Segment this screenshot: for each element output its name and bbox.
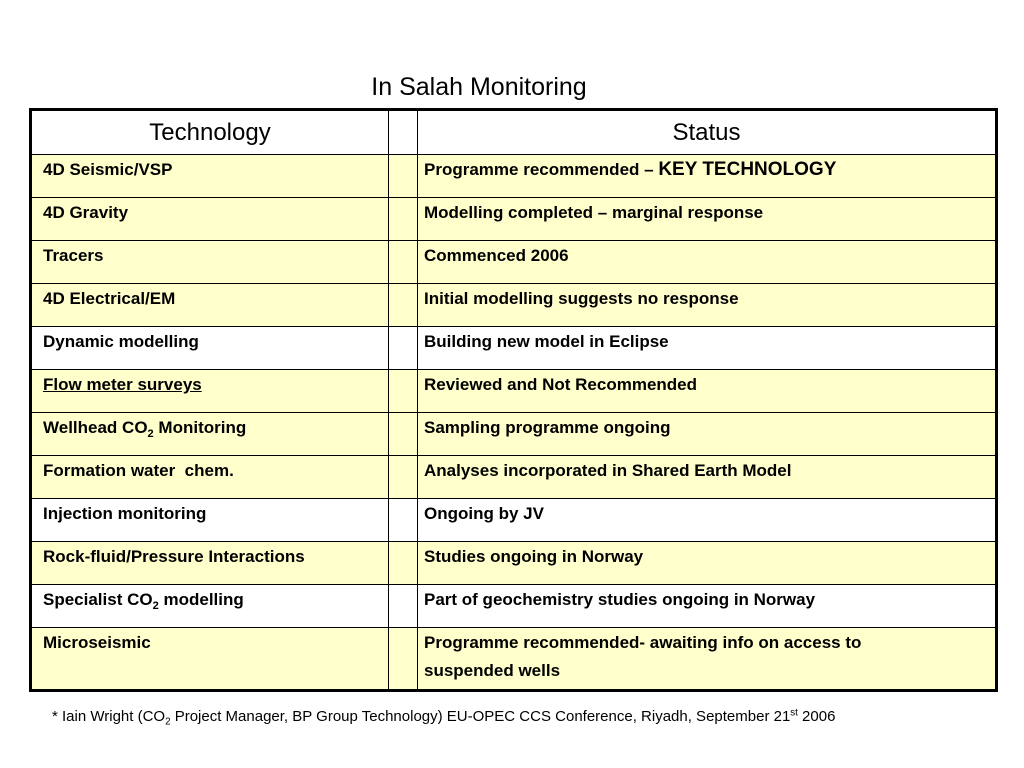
status-cell: Programme recommended – KEY TECHNOLOGY <box>424 159 837 180</box>
blank-cell <box>389 499 418 542</box>
status-cell: Building new model in Eclipse <box>424 332 669 351</box>
technology-cell: Rock-fluid/Pressure Interactions <box>43 547 305 566</box>
status-cell: Reviewed and Not Recommended <box>424 375 698 394</box>
header-technology: Technology <box>31 110 389 155</box>
technology-cell: Dynamic modelling <box>43 332 199 351</box>
table-row <box>31 456 997 499</box>
page-title: In Salah Monitoring <box>371 73 587 101</box>
table-header-row <box>31 110 997 155</box>
table-row <box>31 327 997 370</box>
technology-cell: Flow meter surveys <box>43 375 202 394</box>
technology-cell: Tracers <box>43 246 104 265</box>
header-blank <box>389 110 418 155</box>
status-cell: Commenced 2006 <box>424 246 569 265</box>
table-row <box>31 370 997 413</box>
technology-cell: 4D Seismic/VSP <box>43 160 173 179</box>
status-cell: Programme recommended- awaiting info on access to suspended wells <box>424 633 862 680</box>
table-row <box>31 155 997 198</box>
table-row <box>31 585 997 628</box>
footnote: * Iain Wright ($CO_2$ Project Manager, BP Group Technology) EU-OPEC CCS Conference, Riyadh, September 21st 2006 <box>52 707 836 728</box>
blank-cell <box>389 284 418 327</box>
status-cell: Part of geochemistry studies ongoing in Norway <box>424 590 816 609</box>
header-status: Status <box>418 110 997 155</box>
blank-cell <box>389 327 418 370</box>
status-cell: Studies ongoing in Norway <box>424 547 644 566</box>
table-row <box>31 499 997 542</box>
blank-cell <box>389 370 418 413</box>
table-row <box>31 284 997 327</box>
status-cell: Sampling programme ongoing <box>424 418 671 437</box>
monitoring-table <box>29 108 998 692</box>
technology-cell: Wellhead $CO_2$ Monitoring <box>43 418 247 440</box>
technology-cell: 4D Gravity <box>43 203 129 222</box>
technology-cell: Formation water chem. <box>43 461 234 480</box>
status-cell: Analyses incorporated in Shared Earth Model <box>424 461 792 480</box>
blank-cell <box>389 413 418 456</box>
technology-cell: Specialist $CO_2$ modelling <box>43 590 244 612</box>
table-row <box>31 198 997 241</box>
technology-cell: 4D Electrical/EM <box>43 289 176 308</box>
table-row <box>31 413 997 456</box>
blank-cell <box>389 585 418 628</box>
table-row <box>31 628 997 691</box>
status-cell: Ongoing by JV <box>424 504 544 523</box>
blank-cell <box>389 542 418 585</box>
table-row <box>31 542 997 585</box>
status-cell: Modelling completed – marginal response <box>424 203 764 222</box>
status-emphasis: KEY TECHNOLOGY <box>658 159 837 180</box>
blank-cell <box>389 198 418 241</box>
blank-cell <box>389 241 418 284</box>
blank-cell <box>389 155 418 198</box>
table-row <box>31 241 997 284</box>
blank-cell <box>389 628 418 691</box>
technology-cell: Microseismic <box>43 633 151 652</box>
technology-cell: Injection monitoring <box>43 504 207 523</box>
status-cell: Initial modelling suggests no response <box>424 289 739 308</box>
blank-cell <box>389 456 418 499</box>
